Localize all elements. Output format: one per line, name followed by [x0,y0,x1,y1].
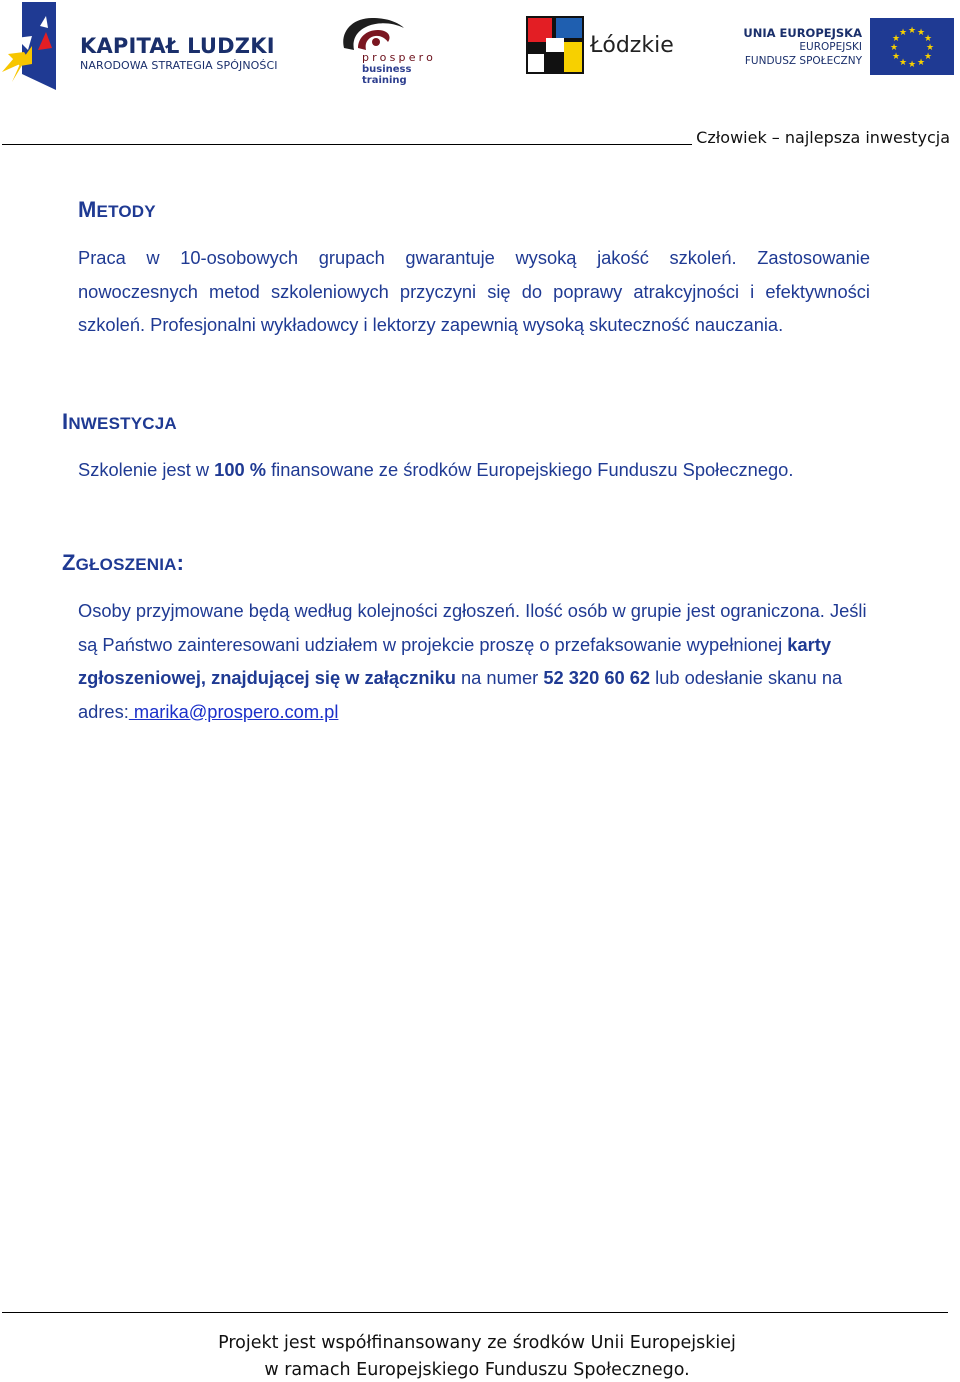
text-part-2: na numer [455,667,544,688]
svg-text:★: ★ [889,43,899,53]
svg-text:★: ★ [916,28,926,38]
email-link[interactable]: marika@prospero.com.pl [128,700,339,722]
svg-text:★: ★ [923,34,933,44]
kapital-ludzki-title: KAPITAŁ LUDZKI [80,34,275,58]
eu-flag-icon [870,18,954,75]
section-heading-inwestycja [62,409,177,435]
heading-initial: I [62,409,69,434]
lodzkie-squares-icon [526,16,584,74]
kapital-ludzki-star-icon [2,2,72,94]
text-before: Szkolenie jest w [78,459,215,480]
eu-line-1: UNIA EUROPEJSKA [743,26,862,40]
eu-logo-text [743,26,862,68]
heading-rest: NWESTYCJA [68,414,177,433]
svg-text:★: ★ [898,28,908,38]
eu-line-2: EUROPEJSKI [799,41,862,53]
heading-rest: GŁOSZENIA [75,555,177,574]
heading-rest: ETODY [96,202,156,221]
svg-text:★: ★ [923,52,933,62]
prospero-subtitle: business training [362,64,412,86]
text-part-3: lub odesłanie skanu na adres: [78,667,843,722]
section-text-metody: Praca w 10-osobowych grupach gwarantuje wysoką jakość szkoleń. Zastosowanie nowoczesnych metod szkoleniowych przyczyni się do poprawy atrakcyjności i efektywności szkoleń. Profesjonalni wykładowcy i lektorzy zapewnią wysoką skuteczność nauczania. [78,247,870,335]
kapital-ludzki-subtitle: NARODOWA STRATEGIA SPÓJNOŚCI [80,59,278,72]
text-bold-karty: karty zgłoszeniowej, znajdującej się w załączniku [78,633,831,688]
heading-colon: : [176,550,185,575]
lodzkie-wordmark: Łódzkie [590,33,674,58]
eu-line-3: FUNDUSZ SPOŁECZNY [744,55,862,67]
fax-number: 52 320 60 62 [543,667,651,688]
footer-rule [2,1312,948,1313]
percent-bold: 100 % [214,459,266,480]
prospero-swirl-icon [338,14,408,54]
lodzkie-logo [526,16,696,78]
prospero-wordmark: prospero [362,51,437,64]
footer [0,1330,954,1382]
text-after: finansowane ze środków Europejskiego Funduszu Społecznego. [266,459,794,480]
svg-text:★: ★ [891,34,901,44]
header-slogan: Człowiek – najlepsza inwestycja [696,128,950,147]
eu-logo [740,16,958,78]
svg-text:★: ★ [907,60,917,70]
section-text-zgloszenia [78,594,870,728]
footer-line-1: Projekt jest współfinansowany ze środków Unii Europejskiej [218,1333,736,1353]
text-part-1: Osoby przyjmowane będą według kolejności zgłoszeń. Ilość osób w grupie jest ograniczona. Jeśli są Państwo zainteresowani udziałem w projekcie proszę o przefaksowanie wypełnionej [78,600,867,655]
header-rule [2,144,692,145]
footer-line-2: w ramach Europejskiego Funduszu Społecznego. [264,1360,690,1380]
section-heading-zgloszenia [62,550,184,576]
heading-initial: M [78,197,97,222]
svg-text:★: ★ [916,58,926,68]
kapital-ludzki-logo [2,2,282,94]
heading-initial: Z [62,550,76,575]
svg-text:★: ★ [891,52,901,62]
section-text-inwestycja [78,453,870,487]
section-heading-metody [78,197,156,223]
prospero-logo [338,14,458,86]
svg-text:★: ★ [925,43,935,53]
svg-text:★: ★ [898,58,908,68]
svg-text:★: ★ [907,26,917,36]
